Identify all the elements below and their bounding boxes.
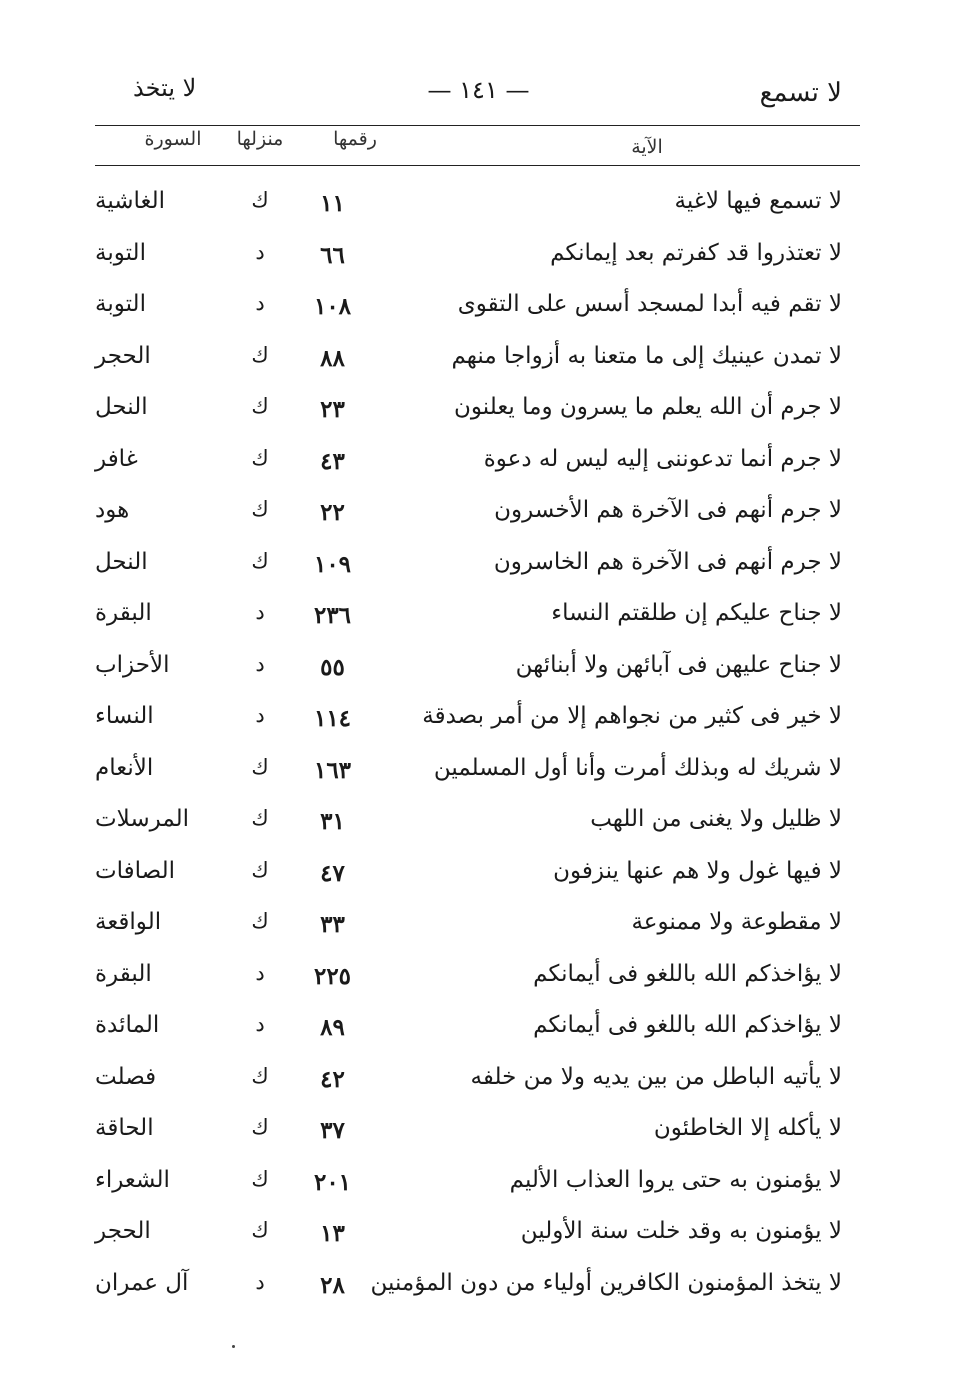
verse-text: لا يؤمنون به وقد خلت سنة الأولين	[520, 1218, 842, 1244]
surah-name: النحل	[95, 394, 148, 420]
verse-text: لا جرم أنهم فى الآخرة هم الخاسرون	[493, 548, 842, 575]
table-row	[0, 1161, 967, 1213]
table-row	[0, 1058, 967, 1110]
top-rule	[95, 125, 860, 126]
verse-text: لا تقم فيه أبدا لمسجد أسس على التقوى	[457, 291, 842, 317]
revelation-place: ك	[251, 394, 269, 418]
running-head-last-entry: لا يتخذ	[133, 74, 197, 102]
revelation-place: ك	[251, 1063, 269, 1088]
surah-name: النحل	[95, 548, 148, 575]
verse-number: ٢٣	[320, 396, 345, 423]
surah-name: الحجر	[95, 342, 151, 369]
verse-text: لا مقطوعة ولا ممنوعة	[631, 909, 842, 935]
table-row	[0, 852, 967, 904]
table-row	[0, 1212, 967, 1264]
revelation-place: ك	[251, 806, 269, 830]
verse-number: ٨٨	[320, 344, 345, 372]
verse-number: ١٠٩	[313, 550, 352, 578]
verse-text: لا يؤاخذكم الله باللغو فى أيمانكم	[533, 960, 842, 987]
revelation-place: ك	[251, 445, 269, 470]
surah-name: التوبة	[95, 239, 146, 266]
header-rule	[95, 165, 860, 166]
verse-number: ٢٢	[320, 499, 345, 526]
surah-name: فصلت	[95, 1063, 157, 1090]
verse-text: لا تسمع فيها لاغية	[674, 188, 842, 214]
revelation-place: د	[255, 703, 265, 727]
verse-text: لا يتخذ المؤمنون الكافرين أولياء من دون المؤمنين	[370, 1269, 842, 1296]
table-row	[0, 234, 967, 286]
table-row	[0, 388, 967, 440]
index-table-body	[0, 182, 967, 1315]
verse-number: ٥٥	[320, 653, 345, 681]
verse-text: لا فيها غول ولا هم عنها ينزفون	[553, 857, 842, 884]
revelation-place: د	[255, 960, 265, 985]
table-row	[0, 955, 967, 1007]
verse-text: لا يؤمنون به حتى يروا العذاب الأليم	[509, 1166, 842, 1193]
table-row	[0, 543, 967, 595]
surah-name: الشعراء	[95, 1166, 170, 1193]
verse-number: ٣٧	[320, 1117, 345, 1144]
running-head-first-entry: لا تسمع	[759, 78, 842, 108]
revelation-place: ك	[251, 1115, 269, 1139]
page-number: — ١٤١ —	[427, 76, 530, 104]
surah-name: التوبة	[95, 291, 146, 317]
revelation-place: ك	[251, 1218, 269, 1242]
revelation-place: د	[255, 600, 265, 624]
verse-number: ٢٠١	[313, 1168, 352, 1196]
column-header-verse: الآية	[631, 136, 663, 158]
table-row	[0, 1264, 967, 1316]
revelation-place: د	[255, 291, 265, 315]
verse-text: لا خير فى كثير من نجواهم إلا من أمر بصدقة	[422, 703, 842, 729]
table-row	[0, 800, 967, 852]
verse-text: لا جرم أنما تدعوننى إليه ليس له دعوة	[483, 445, 842, 472]
surah-name: البقرة	[95, 600, 152, 626]
verse-text: لا شريك له وبذلك أمرت وأنا أول المسلمين	[433, 754, 842, 781]
verse-number: ٤٢	[320, 1065, 345, 1093]
table-row	[0, 337, 967, 389]
verse-text: لا تعتذروا قد كفرتم بعد إيمانكم	[550, 239, 842, 266]
surah-name: الغاشية	[95, 188, 166, 214]
verse-text: لا جرم أنهم فى الآخرة هم الأخسرون	[494, 497, 842, 523]
verse-number: ٢٢٥	[313, 962, 352, 990]
verse-text: لا يؤاخذكم الله باللغو فى أيمانكم	[533, 1012, 842, 1038]
verse-number: ٤٣	[320, 447, 345, 475]
verse-number: ٤٧	[320, 859, 345, 887]
verse-text: لا تمدن عينيك إلى ما متعنا به أزواجا منهم	[451, 342, 842, 369]
verse-number: ٢٨	[320, 1271, 345, 1299]
revelation-place: ك	[251, 754, 269, 779]
verse-number: ٢٣٦	[313, 602, 352, 629]
column-header-number: رقمها	[333, 128, 377, 150]
table-row	[0, 440, 967, 492]
table-row	[0, 1006, 967, 1058]
verse-text: لا جرم أن الله يعلم ما يسرون وما يعلنون	[454, 394, 842, 420]
revelation-place: ك	[251, 909, 269, 933]
surah-name: غافر	[95, 445, 138, 472]
surah-name: النساء	[95, 703, 154, 729]
surah-name: الأنعام	[95, 754, 154, 781]
verse-number: ١٣	[320, 1220, 345, 1247]
surah-name: البقرة	[95, 960, 152, 987]
revelation-place: د	[255, 239, 265, 264]
verse-text: لا يأتيه الباطل من بين يديه ولا من خلفه	[470, 1063, 842, 1090]
verse-text: لا جناح عليكم إن طلقتم النساء	[551, 600, 842, 626]
verse-number: ٣١	[320, 808, 345, 835]
verse-number: ٦٦	[320, 241, 345, 269]
table-row	[0, 285, 967, 337]
revelation-place: ك	[251, 548, 269, 573]
verse-text: لا جناح عليهن فى آبائهن ولا أبنائهن	[515, 651, 842, 678]
surah-name: الأحزاب	[95, 651, 170, 678]
surah-name: الواقعة	[95, 909, 162, 935]
column-header-surah: السورة	[144, 128, 202, 150]
table-row	[0, 903, 967, 955]
revelation-place: ك	[251, 188, 269, 212]
revelation-place: د	[255, 651, 265, 676]
table-row	[0, 491, 967, 543]
surah-name: آل عمران	[95, 1269, 189, 1296]
table-row	[0, 594, 967, 646]
surah-name: الصافات	[95, 857, 176, 884]
revelation-place: ك	[251, 857, 269, 882]
surah-name: الحجر	[95, 1218, 151, 1244]
surah-name: المرسلات	[95, 806, 190, 832]
surah-name: الحاقة	[95, 1115, 154, 1141]
revelation-place: ك	[251, 497, 269, 521]
verse-text: لا ظليل ولا يغنى من اللهب	[590, 806, 842, 832]
table-row	[0, 646, 967, 698]
revelation-place: د	[255, 1269, 265, 1294]
running-head	[95, 72, 862, 112]
table-row	[0, 697, 967, 749]
table-row	[0, 182, 967, 234]
verse-number: ١١	[320, 190, 345, 217]
verse-number: ١٦٣	[313, 756, 352, 784]
verse-number: ١٠٨	[313, 293, 352, 320]
revelation-place: ك	[251, 342, 269, 367]
surah-name: هود	[95, 497, 130, 523]
column-header-revelation: منزلها	[236, 128, 284, 150]
page-speck	[232, 1345, 235, 1348]
verse-number: ١١٤	[313, 705, 352, 732]
table-row	[0, 749, 967, 801]
table-row	[0, 1109, 967, 1161]
revelation-place: د	[255, 1012, 265, 1036]
verse-text: لا يأكله إلا الخاطئون	[653, 1115, 842, 1141]
revelation-place: ك	[251, 1166, 269, 1191]
surah-name: المائدة	[95, 1012, 160, 1038]
verse-number: ٨٩	[320, 1014, 345, 1041]
verse-number: ٣٣	[320, 911, 345, 938]
